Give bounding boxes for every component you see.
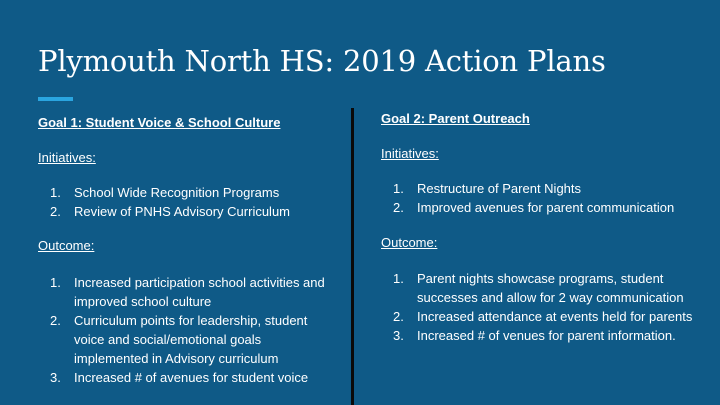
column-divider: [351, 108, 354, 405]
list-number: 1.: [50, 275, 61, 290]
list-item: [381, 326, 706, 345]
list-item: [38, 311, 338, 368]
goal-2-outcome-label: Outcome:: [381, 235, 438, 250]
list-text: Improved avenues for parent communication: [417, 200, 675, 215]
list-number: 2.: [393, 309, 404, 324]
list-number: 2.: [50, 313, 61, 328]
list-item: [38, 202, 338, 221]
list-text: Parent nights showcase programs, student successes and allow for 2 way communication: [417, 271, 684, 305]
goal-1-outcomes-list: [38, 273, 338, 387]
list-number: 1.: [393, 271, 404, 286]
list-text: Curriculum points for leadership, student voice and social/emotional goals implemented in Advisory curriculum: [74, 313, 308, 366]
list-item: [381, 179, 711, 198]
goal-1-initiatives-list: [38, 183, 338, 221]
goal-1-heading: Goal 1: Student Voice & School Culture: [38, 115, 281, 130]
goal-2-heading: Goal 2: Parent Outreach: [381, 111, 530, 126]
list-number: 2.: [393, 200, 404, 215]
list-text: Increased attendance at events held for parents: [417, 309, 693, 324]
list-item: [381, 307, 706, 326]
list-text: Increased # of venues for parent information.: [417, 328, 676, 343]
list-item: [38, 183, 338, 202]
goal-1-initiatives-label: Initiatives:: [38, 150, 96, 165]
goal-2-initiatives-label: Initiatives:: [381, 146, 439, 161]
list-item: [38, 368, 338, 387]
list-text: School Wide Recognition Programs: [74, 185, 280, 200]
list-text: Increased participation school activities and improved school culture: [74, 275, 325, 309]
list-item: [381, 198, 711, 217]
list-number: 3.: [393, 328, 404, 343]
list-text: Review of PNHS Advisory Curriculum: [74, 204, 291, 219]
slide-title: Plymouth North HS: 2019 Action Plans: [38, 44, 606, 78]
list-item: [38, 273, 338, 311]
list-number: 1.: [50, 185, 61, 200]
title-accent-bar: [38, 97, 73, 101]
list-number: 2.: [50, 204, 61, 219]
list-text: Restructure of Parent Nights: [417, 181, 582, 196]
list-number: 1.: [393, 181, 404, 196]
list-text: Increased # of avenues for student voice: [74, 370, 309, 385]
goal-2-initiatives-list: [381, 179, 711, 217]
list-item: [381, 269, 706, 307]
goal-2-outcomes-list: [381, 269, 706, 345]
list-number: 3.: [50, 370, 61, 385]
goal-1-outcome-label: Outcome:: [38, 238, 95, 253]
